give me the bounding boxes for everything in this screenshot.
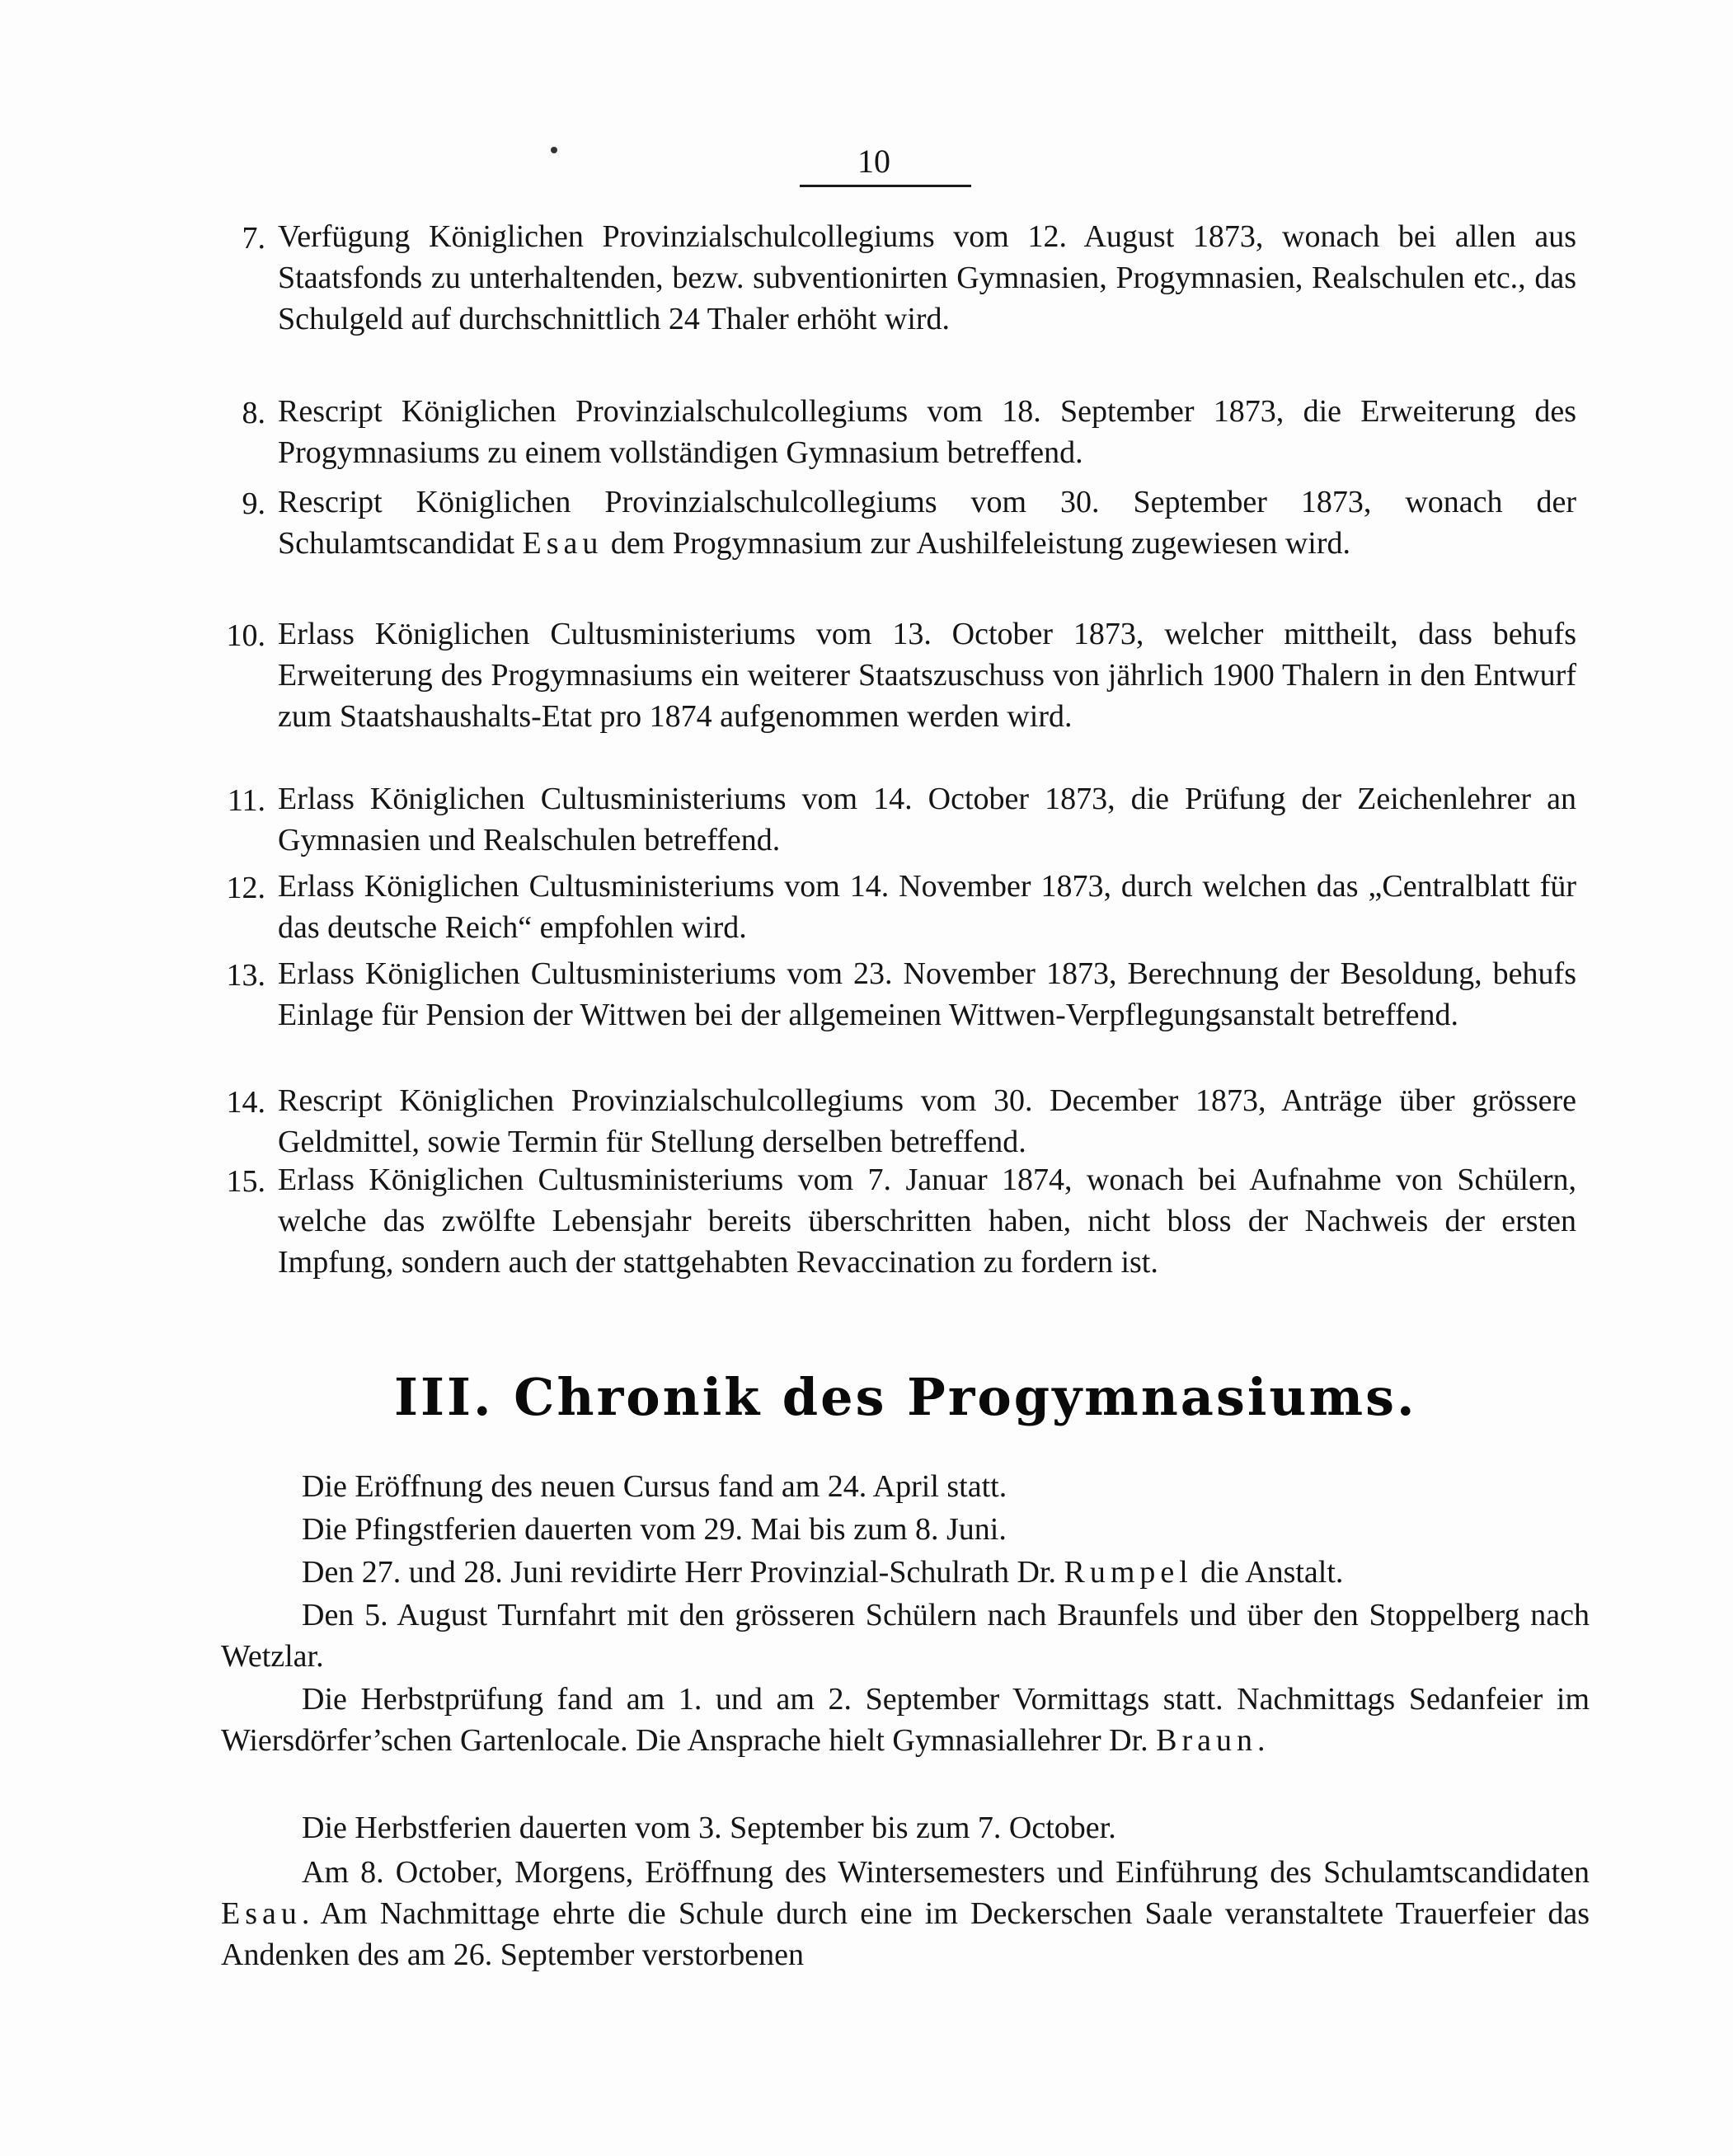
paragraph-text-part: . Am Nachmittage ehrte die Schule durch eine im Deckerschen Saale veranstaltete Trauerfeier das Andenken des am 26. September verstorbenen	[221, 1896, 1590, 1972]
item-number: 13.	[226, 958, 265, 993]
item-text-part: Rescript Königlichen Provinzialschulcollegiums vom 30. September 1873, wonach der Schulamtscandidat	[278, 485, 1576, 561]
item-number: 7.	[242, 221, 265, 256]
person-name-esau: Esau	[221, 1896, 302, 1931]
chronicle-paragraph: Den 5. August Turnfahrt mit den grösseren Schülern nach Braunfels und über den Stoppelberg nach Wetzlar.	[221, 1598, 1590, 1674]
item-number: 11.	[227, 783, 265, 818]
item-text: Erlass Königlichen Cultusministeriums vom 14. November 1873, durch welchen das „Centralblatt für das deutsche Reich“ empfohlen wird.	[278, 869, 1576, 945]
paragraph-text-part: .	[1257, 1723, 1266, 1758]
item-text-part: dem Progymnasium zur Aushilfeleistung zugewiesen wird.	[603, 526, 1350, 561]
item-text	[278, 481, 1576, 564]
chronicle-paragraph	[221, 1852, 1590, 1975]
item-text: Verfügung Königlichen Provinzialschulcollegiums vom 12. August 1873, wonach bei allen aus Staatsfonds zu unterhaltenden, bezw. subventionirten Gymnasien, Progymnasien, Realschulen etc., das Schulgeld auf durchschnittlich 24 Thaler erhöht wird.	[278, 219, 1576, 336]
item-number: 9.	[242, 486, 265, 521]
item-text: Rescript Königlichen Provinzialschulcollegiums vom 30. December 1873, Anträge über grössere Geldmittel, sowie Termin für Stellung derselben betreffend.	[278, 1083, 1576, 1159]
page-number-rule	[800, 185, 971, 187]
ink-dot	[551, 147, 557, 153]
paragraph-text-part: Die Herbstprüfung fand am 1. und am 2. September Vormittags statt. Nachmittags Sedanfeier im Wiersdörfer’schen Gartenlocale. Die Ansprache hielt Gymnasiallehrer Dr.	[221, 1682, 1590, 1758]
chronicle-paragraph: Die Herbstferien dauerten vom 3. September bis zum 7. October.	[302, 1811, 1116, 1845]
item-number: 15.	[226, 1164, 265, 1199]
item-text: Erlass Königlichen Cultusministeriums vom 14. October 1873, die Prüfung der Zeichenlehrer an Gymnasien und Realschulen betreffend.	[278, 782, 1576, 857]
chronicle-paragraph: Die Eröffnung des neuen Cursus fand am 24. April statt.	[302, 1469, 1007, 1504]
item-text: Erlass Königlichen Cultusministeriums vom 23. November 1873, Berechnung der Besoldung, behufs Einlage für Pension der Wittwen bei der allgemeinen Wittwen-Verpflegungsanstalt betreffend.	[278, 956, 1576, 1032]
item-text: Erlass Königlichen Cultusministeriums vom 13. October 1873, welcher mittheilt, dass behufs Erweiterung des Progymnasiums ein weiterer Staatszuschuss von jährlich 1900 Thalern in den Entwurf zum Staatshaushalts-Etat pro 1874 aufgenommen werden wird.	[278, 617, 1576, 734]
person-name-esau: Esau	[522, 526, 603, 561]
item-text: Erlass Königlichen Cultusministeriums vom 7. Januar 1874, wonach bei Aufnahme von Schülern, welche das zwölfte Lebensjahr bereits überschritten haben, nicht bloss der Nachweis der ersten Impfung, sondern auch der stattgehabten Revaccination zu fordern ist.	[278, 1163, 1576, 1280]
item-number: 14.	[226, 1085, 265, 1120]
person-name-braun: Braun	[1156, 1723, 1258, 1758]
item-number: 8.	[242, 396, 265, 430]
chronicle-paragraph	[221, 1679, 1590, 1761]
item-text: Rescript Königlichen Provinzialschulcollegiums vom 18. September 1873, die Erweiterung des Progymnasiums zu einem vollständigen Gymnasium betreffend.	[278, 394, 1576, 470]
item-number: 12.	[226, 871, 265, 905]
paragraph-text-part: Den 27. und 28. Juni revidirte Herr Provinzial-Schulrath Dr.	[302, 1555, 1064, 1590]
page-number: 10	[857, 143, 890, 180]
person-name-rumpel: Rumpel	[1064, 1555, 1193, 1590]
chronicle-paragraph: Die Pfingstferien dauerten vom 29. Mai bis zum 8. Juni.	[302, 1512, 1007, 1547]
item-number: 10.	[226, 618, 265, 653]
chronicle-paragraph	[221, 1552, 1590, 1593]
paragraph-text-part: die Anstalt.	[1192, 1555, 1344, 1590]
section-heading: III. Chronik des Progymnasiums.	[394, 1367, 1417, 1427]
paragraph-text-part: Am 8. October, Morgens, Eröffnung des Wintersemesters und Einführung des Schulamtscandidaten	[302, 1855, 1590, 1890]
